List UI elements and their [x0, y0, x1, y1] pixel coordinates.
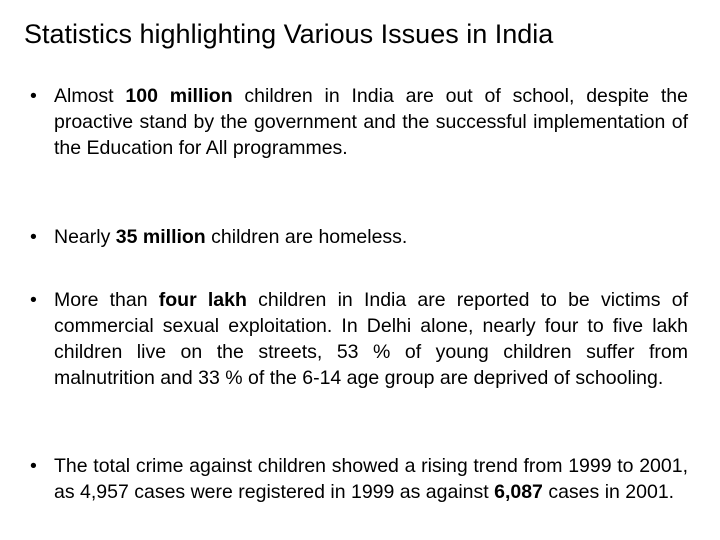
bullet-highlight: four lakh: [158, 289, 247, 311]
bullet-icon: •: [30, 226, 37, 248]
bullet-icon: •: [30, 85, 37, 107]
bullet-text-part: More than: [54, 289, 159, 311]
bullet-text-part: Almost: [54, 85, 126, 107]
bullet-item-crime-trend: [30, 453, 688, 505]
bullet-item-exploitation: [30, 287, 688, 391]
bullet-highlight: 35 million: [115, 226, 206, 248]
bullet-icon: •: [30, 455, 37, 477]
bullet-text: [54, 224, 688, 250]
bullet-text: [54, 287, 688, 391]
bullet-highlight: 100 million: [125, 85, 233, 107]
bullet-text-part: Nearly: [54, 226, 116, 248]
bullet-item-homeless: [30, 224, 688, 250]
bullet-text-part: cases in 2001.: [542, 481, 675, 503]
slide-title: Statistics highlighting Various Issues in India: [24, 19, 554, 49]
bullet-text: [54, 83, 688, 161]
bullet-text-part: The total crime against children showed a rising trend from 1999 to 2001, as 4,957 cases were registered in 1999 as against: [54, 455, 688, 503]
bullet-text-part: children are homeless.: [205, 226, 408, 248]
bullet-icon: •: [30, 289, 37, 311]
bullet-highlight: 6,087: [494, 481, 543, 503]
bullet-text-part: children in India are out of school, despite the proactive stand by the government and the successful implementation of the Education for All programmes.: [54, 85, 688, 159]
bullet-item-out-of-school: [30, 83, 688, 161]
bullet-text: [54, 453, 688, 505]
bullet-text-part: children in India are reported to be victims of commercial sexual exploitation. In Delhi alone, nearly four to five lakh children live on the streets, 53 % of young children suffer from malnutrition and 33 % of the 6-14 age group are deprived of schooling.: [54, 289, 689, 389]
